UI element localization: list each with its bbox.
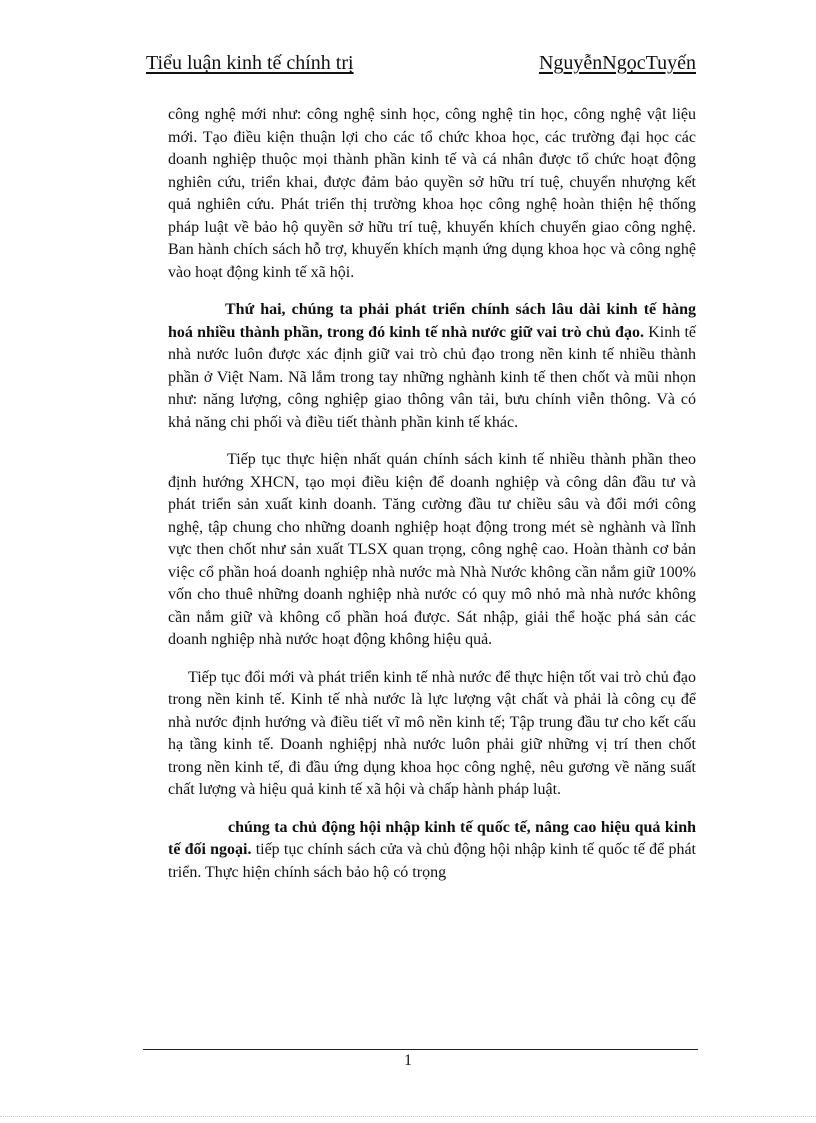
header-title: Tiểu luận kinh tế chính trị <box>146 52 354 74</box>
document-body <box>168 104 696 884</box>
paragraph-1: công nghệ mới như: công nghệ sinh học, công nghệ tin học, công nghệ vật liệu mới. Tạo điều kiện thuận lợi cho các tổ chức khoa học, các trường đại học các doanh nghiệp thuộc mọi thành phần kinh tế và cá nhân được tổ chức hoạt động nghiên cứu, triển khai, được đảm bảo quyền sở hữu trí tuệ, chuyển nhượng kết quả nghiên cứu. Phát triển thị trường khoa học công nghệ hoàn thiện hệ thống pháp luật về bảo hộ quyền sở hữu trí tuệ, khuyến khích chuyển giao công nghệ. Ban hành chích sách hỗ trợ, khuyến khích mạnh ứng dụng khoa học và công nghệ vào hoạt động kinh tế xã hội. <box>168 106 696 281</box>
paragraph-5 <box>168 817 696 885</box>
paragraph-2-text: Kinh tế nhà nước luôn được xác định giữ vai trò chủ đạo trong nền kinh tế nhiều thành phần ở Việt Nam. Nã lắm trong tay những nghành kinh tế then chốt và mũi nhọn như: năng lượng, công nghiệp giao thông vân tải, bưu chính viễn thông. Và có khả năng chi phối và điều tiết thành phần kinh tế khác. <box>168 323 697 431</box>
paragraph-4: Tiếp tục đổi mới và phát triển kinh tế nhà nước để thực hiện tốt vai trò chủ đạo trong nền kinh tế. Kinh tế nhà nước là lực lượng vật chất và phải là công cụ để nhà nước định hướng và điều tiết vĩ mô nền kinh tế; Tập trung đầu tư cho kết cấu hạ tầng kinh tế. Doanh nghiệpj nhà nước luôn phải giữ những vị trí then chốt trong nền kinh tế, đi đầu ứng dụng khoa học công nghệ, nêu gương về năng suất chất lượng và hiệu quả kinh tế xã hội và chấp hành pháp luật. <box>168 668 696 798</box>
paragraph-5-text: tiếp tục chính sách cửa và chủ động hội nhập kinh tế quốc tế để phát triển. Thực hiện chính sách bảo hộ có trọng <box>168 841 696 881</box>
header-author: NguyễnNgọcTuyến <box>538 52 696 74</box>
footer-rule <box>143 1049 698 1050</box>
page-number: 1 <box>404 1052 412 1069</box>
paragraph-2-heading: Thứ hai, chúng ta phải phát triển chính sách lâu dài kinh tế hàng hoá nhiều thành phần, trong đó kinh tế nhà nước giữ vai trò chủ đạo. <box>168 301 696 341</box>
page-boundary <box>0 1116 816 1117</box>
page-header <box>146 52 696 82</box>
paragraph-3: Tiếp tục thực hiện nhất quán chính sách kinh tế nhiều thành phần theo định hướng XHCN, tạo mọi điều kiện để doanh nghiệp và công dân đầu tư và phát triển sản xuất kinh doanh. Tăng cường đầu tư chiều sâu và đổi mới công nghệ, tập chung cho những doanh nghiệp hoạt động trong mét sè nghành và lĩnh vực then chốt như sản xuất TLSX quan trọng, công nghệ cao. Hoàn thành cơ bản việc cổ phần hoá doanh nghiệp nhà nước mà Nhà Nước không cần nắm giữ 100% vốn cho thuê những doanh nghiệp nhà nước có quy mô nhỏ mà nhà nước không cần nắm giữ và không cổ phần hoá được. Sát nhập, giải thể hoặc phá sản các doanh nghiệp nhà nước hoạt động không hiệu quả. <box>168 451 696 648</box>
paragraph-5-heading: chúng ta chủ động hội nhập kinh tế quốc tế, nâng cao hiệu quả kinh tế đối ngoại. <box>168 818 696 858</box>
paragraph-2 <box>168 299 696 434</box>
